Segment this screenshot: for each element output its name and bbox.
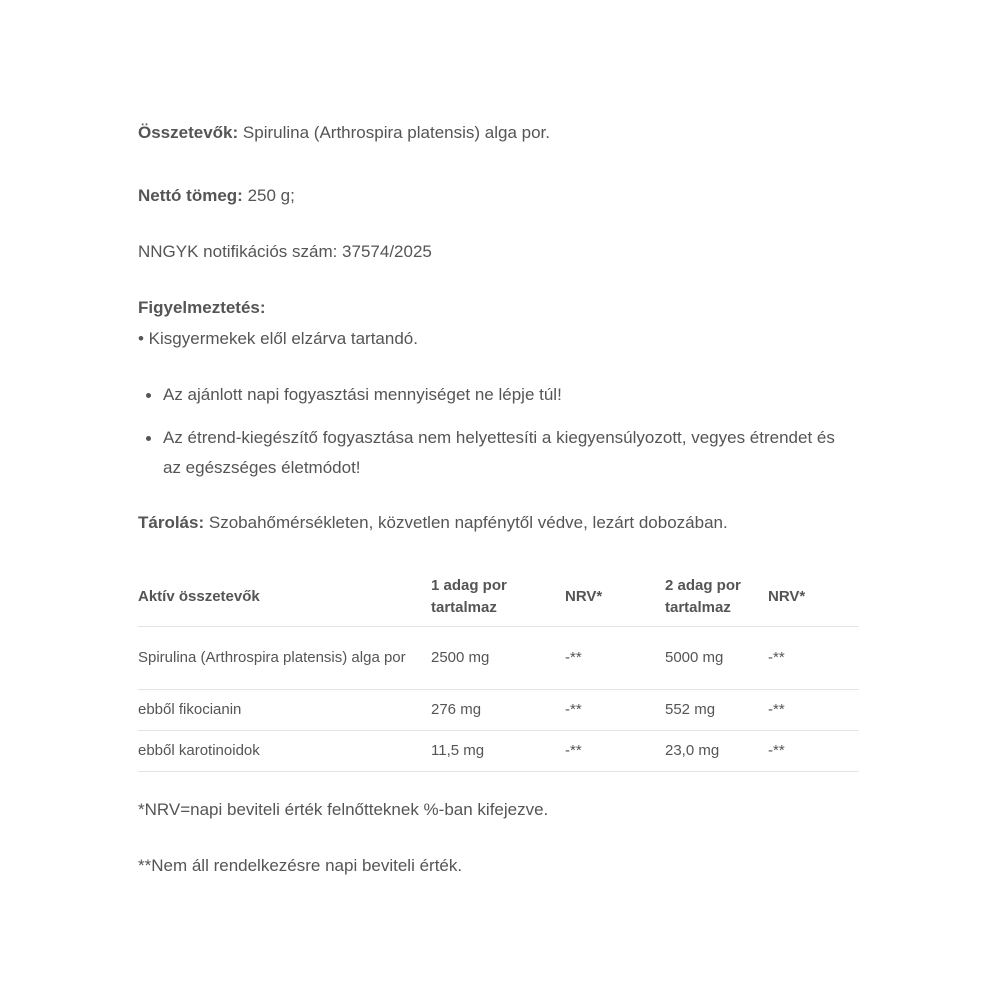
table-cell: -** (768, 690, 859, 731)
table-row (138, 731, 859, 772)
storage-line (138, 512, 728, 534)
header-active-ingredients: Aktív összetevők (138, 568, 431, 627)
table-cell: ebből fikocianin (138, 690, 431, 731)
table-cell: ebből karotinoidok (138, 731, 431, 772)
net-weight-label: Nettó tömeg: (138, 186, 243, 205)
warning-item-text: Az ajánlott napi fogyasztási mennyiséget ne lépje túl! (163, 385, 562, 404)
ingredients-line (138, 122, 550, 144)
table-cell: 2500 mg (431, 627, 565, 690)
ingredients-value: Spirulina (Arthrospira platensis) alga por. (242, 123, 551, 142)
storage-value: Szobahőmérsékleten, közvetlen napfénytől védve, lezárt dobozában. (208, 513, 728, 532)
footnote-nrv: *NRV=napi beviteli érték felnőtteknek %-ban kifejezve. (138, 800, 549, 819)
table-row (138, 690, 859, 731)
table-cell: 276 mg (431, 690, 565, 731)
table-cell: 5000 mg (665, 627, 768, 690)
table-cell: -** (768, 731, 859, 772)
footnote-no-value: **Nem áll rendelkezésre napi beviteli érték. (138, 856, 463, 875)
warning-item-text: Az étrend-kiegészítő fogyasztása nem helyettesíti a kiegyensúlyozott, vegyes étrendet és az egészséges életmódot! (163, 428, 835, 477)
table-cell: -** (565, 690, 665, 731)
warning-label: Figyelmeztetés: (138, 298, 266, 317)
notification-number: NNGYK notifikációs szám: 37574/2025 (138, 242, 432, 261)
table-cell: -** (565, 731, 665, 772)
table-cell: 23,0 mg (665, 731, 768, 772)
list-item (138, 423, 853, 483)
warning-list (138, 380, 853, 496)
ingredients-label: Összetevők: (138, 123, 239, 142)
table-cell: -** (565, 627, 665, 690)
net-weight-line (138, 185, 295, 207)
nutrition-table (138, 568, 859, 772)
header-one-serving: 1 adag por tartalmaz (431, 568, 565, 627)
table-cell: Spirulina (Arthrospira platensis) alga por (138, 627, 431, 690)
storage-label: Tárolás: (138, 513, 205, 532)
table-header-row (138, 568, 859, 627)
net-weight-value: 250 g; (247, 186, 295, 205)
list-item (138, 380, 853, 410)
warning-first-item: • Kisgyermekek elől elzárva tartandó. (138, 329, 418, 348)
table-cell: 11,5 mg (431, 731, 565, 772)
table-row (138, 627, 859, 690)
header-nrv-2: NRV* (768, 568, 859, 627)
header-nrv-1: NRV* (565, 568, 665, 627)
table-cell: 552 mg (665, 690, 768, 731)
table-cell: -** (768, 627, 859, 690)
bullet-icon (146, 393, 151, 398)
header-two-servings: 2 adag por tartalmaz (665, 568, 768, 627)
bullet-icon (146, 436, 151, 441)
